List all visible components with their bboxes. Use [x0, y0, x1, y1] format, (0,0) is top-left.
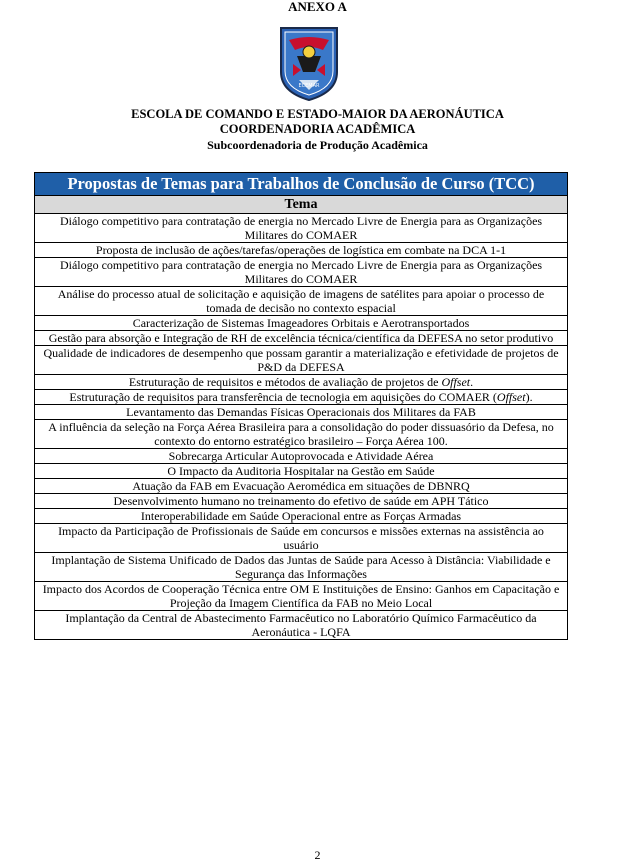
topic-cell [35, 494, 568, 509]
topic-text: Impacto dos Acordos de Cooperação Técnica entre OM E Instituições de Ensino: Ganhos em Capacitação e Projeção da Imagem Científica da FAB no Meio Local [42, 582, 560, 610]
topic-text: Implantação da Central de Abastecimento Farmacêutico no Laboratório Químico Farmacêutico da Aeronáutica - LQFA [65, 611, 537, 639]
topic-cell [35, 331, 568, 346]
table-row [35, 331, 568, 346]
table-row [35, 479, 568, 494]
topic-text: Estruturação de requisitos e métodos de avaliação de projetos de [128, 375, 442, 389]
topics-body [35, 214, 568, 640]
topic-emphasis: Offset [496, 390, 526, 404]
topics-table [34, 172, 568, 640]
topic-text: Sobrecarga Articular Autoprovocada e Atividade Aérea [168, 449, 434, 463]
topic-text: O Impacto da Auditoria Hospitalar na Gestão em Saúde [167, 464, 435, 478]
table-row [35, 287, 568, 316]
topic-text: Diálogo competitivo para contratação de energia no Mercado Livre de Energia para as Organizações Militares do COMAER [59, 258, 543, 286]
topic-cell [35, 524, 568, 553]
topic-text: A influência da seleção na Força Aérea Brasileira para a consolidação do poder dissuasório da Defesa, no contexto do entorno estratégico brasileiro – Força Aérea 100. [48, 420, 554, 448]
table-row [35, 214, 568, 243]
table-row [35, 553, 568, 582]
table-row [35, 316, 568, 331]
topic-text: Desenvolvimento humano no treinamento do efetivo de saúde em APH Tático [113, 494, 489, 508]
topic-text: Diálogo competitivo para contratação de energia no Mercado Livre de Energia para as Organizações Militares do COMAER [59, 214, 543, 242]
table-row [35, 464, 568, 479]
topic-text-suffix: . [470, 375, 474, 389]
topic-text: Análise do processo atual de solicitação e aquisição de imagens de satélites para apoiar o processo de tomada de decisão no contexto espacial [57, 287, 545, 315]
ecemar-crest-icon [279, 26, 339, 102]
table-row [35, 524, 568, 553]
topic-text: Gestão para absorção e Integração de RH de excelência técnica/científica da DEFESA no setor produtivo [48, 331, 554, 345]
topic-emphasis: Offset [441, 375, 471, 389]
crest-text: ECEMAR [298, 83, 320, 89]
subcoordination-name: Subcoordenadoria de Produção Acadêmica [207, 138, 428, 152]
topic-cell [35, 479, 568, 494]
table-row [35, 375, 568, 390]
topic-cell [35, 420, 568, 449]
topic-text: Interoperabilidade em Saúde Operacional entre as Forças Armadas [140, 509, 462, 523]
topic-text: Proposta de inclusão de ações/tarefas/operações de logística em combate na DCA 1-1 [95, 243, 507, 257]
table-row [35, 611, 568, 640]
school-name: ESCOLA DE COMANDO E ESTADO-MAIOR DA AERONÁUTICA [131, 107, 504, 121]
table-title: Propostas de Temas para Trabalhos de Conclusão de Curso (TCC) [35, 173, 568, 196]
table-row [35, 509, 568, 524]
topic-text: Caracterização de Sistemas Imageadores Orbitais e Aerotransportados [132, 316, 470, 330]
table-row [35, 405, 568, 420]
topic-cell [35, 214, 568, 243]
topic-cell [35, 405, 568, 420]
table-row [35, 346, 568, 375]
topic-text: Levantamento das Demandas Físicas Operacionais dos Militares da FAB [126, 405, 476, 419]
topic-cell [35, 287, 568, 316]
table-row [35, 494, 568, 509]
page-number: 2 [314, 848, 321, 862]
topic-cell [35, 449, 568, 464]
topic-text-suffix: ). [525, 390, 533, 404]
topic-cell [35, 611, 568, 640]
topic-cell [35, 316, 568, 331]
topic-cell [35, 509, 568, 524]
topic-cell [35, 390, 568, 405]
topic-text: Atuação da FAB em Evacuação Aeromédica em situações de DBNRQ [132, 479, 470, 493]
table-row [35, 420, 568, 449]
topic-cell [35, 243, 568, 258]
coordination-name: COORDENADORIA ACADÊMICA [219, 122, 416, 136]
topic-text: Impacto da Participação de Profissionais de Saúde em concursos e missões externas na assistência ao usuário [58, 524, 544, 552]
table-row [35, 449, 568, 464]
table-row [35, 258, 568, 287]
topic-text: Qualidade de indicadores de desempenho que possam garantir a materialização e efetividade de projetos de P&D da DEFESA [43, 346, 559, 374]
table-row [35, 390, 568, 405]
topic-cell [35, 346, 568, 375]
topic-text: Implantação de Sistema Unificado de Dados das Juntas de Saúde para Acesso à Distância: Viabilidade e Segurança das Informações [51, 553, 551, 581]
topic-cell [35, 582, 568, 611]
topic-cell [35, 464, 568, 479]
column-header: Tema [35, 196, 568, 214]
table-row [35, 243, 568, 258]
topic-cell [35, 258, 568, 287]
table-row [35, 582, 568, 611]
topic-cell [35, 553, 568, 582]
annex-title: ANEXO A [288, 0, 347, 14]
topic-cell [35, 375, 568, 390]
topic-text: Estruturação de requisitos para transferência de tecnologia em aquisições do COMAER ( [69, 390, 497, 404]
